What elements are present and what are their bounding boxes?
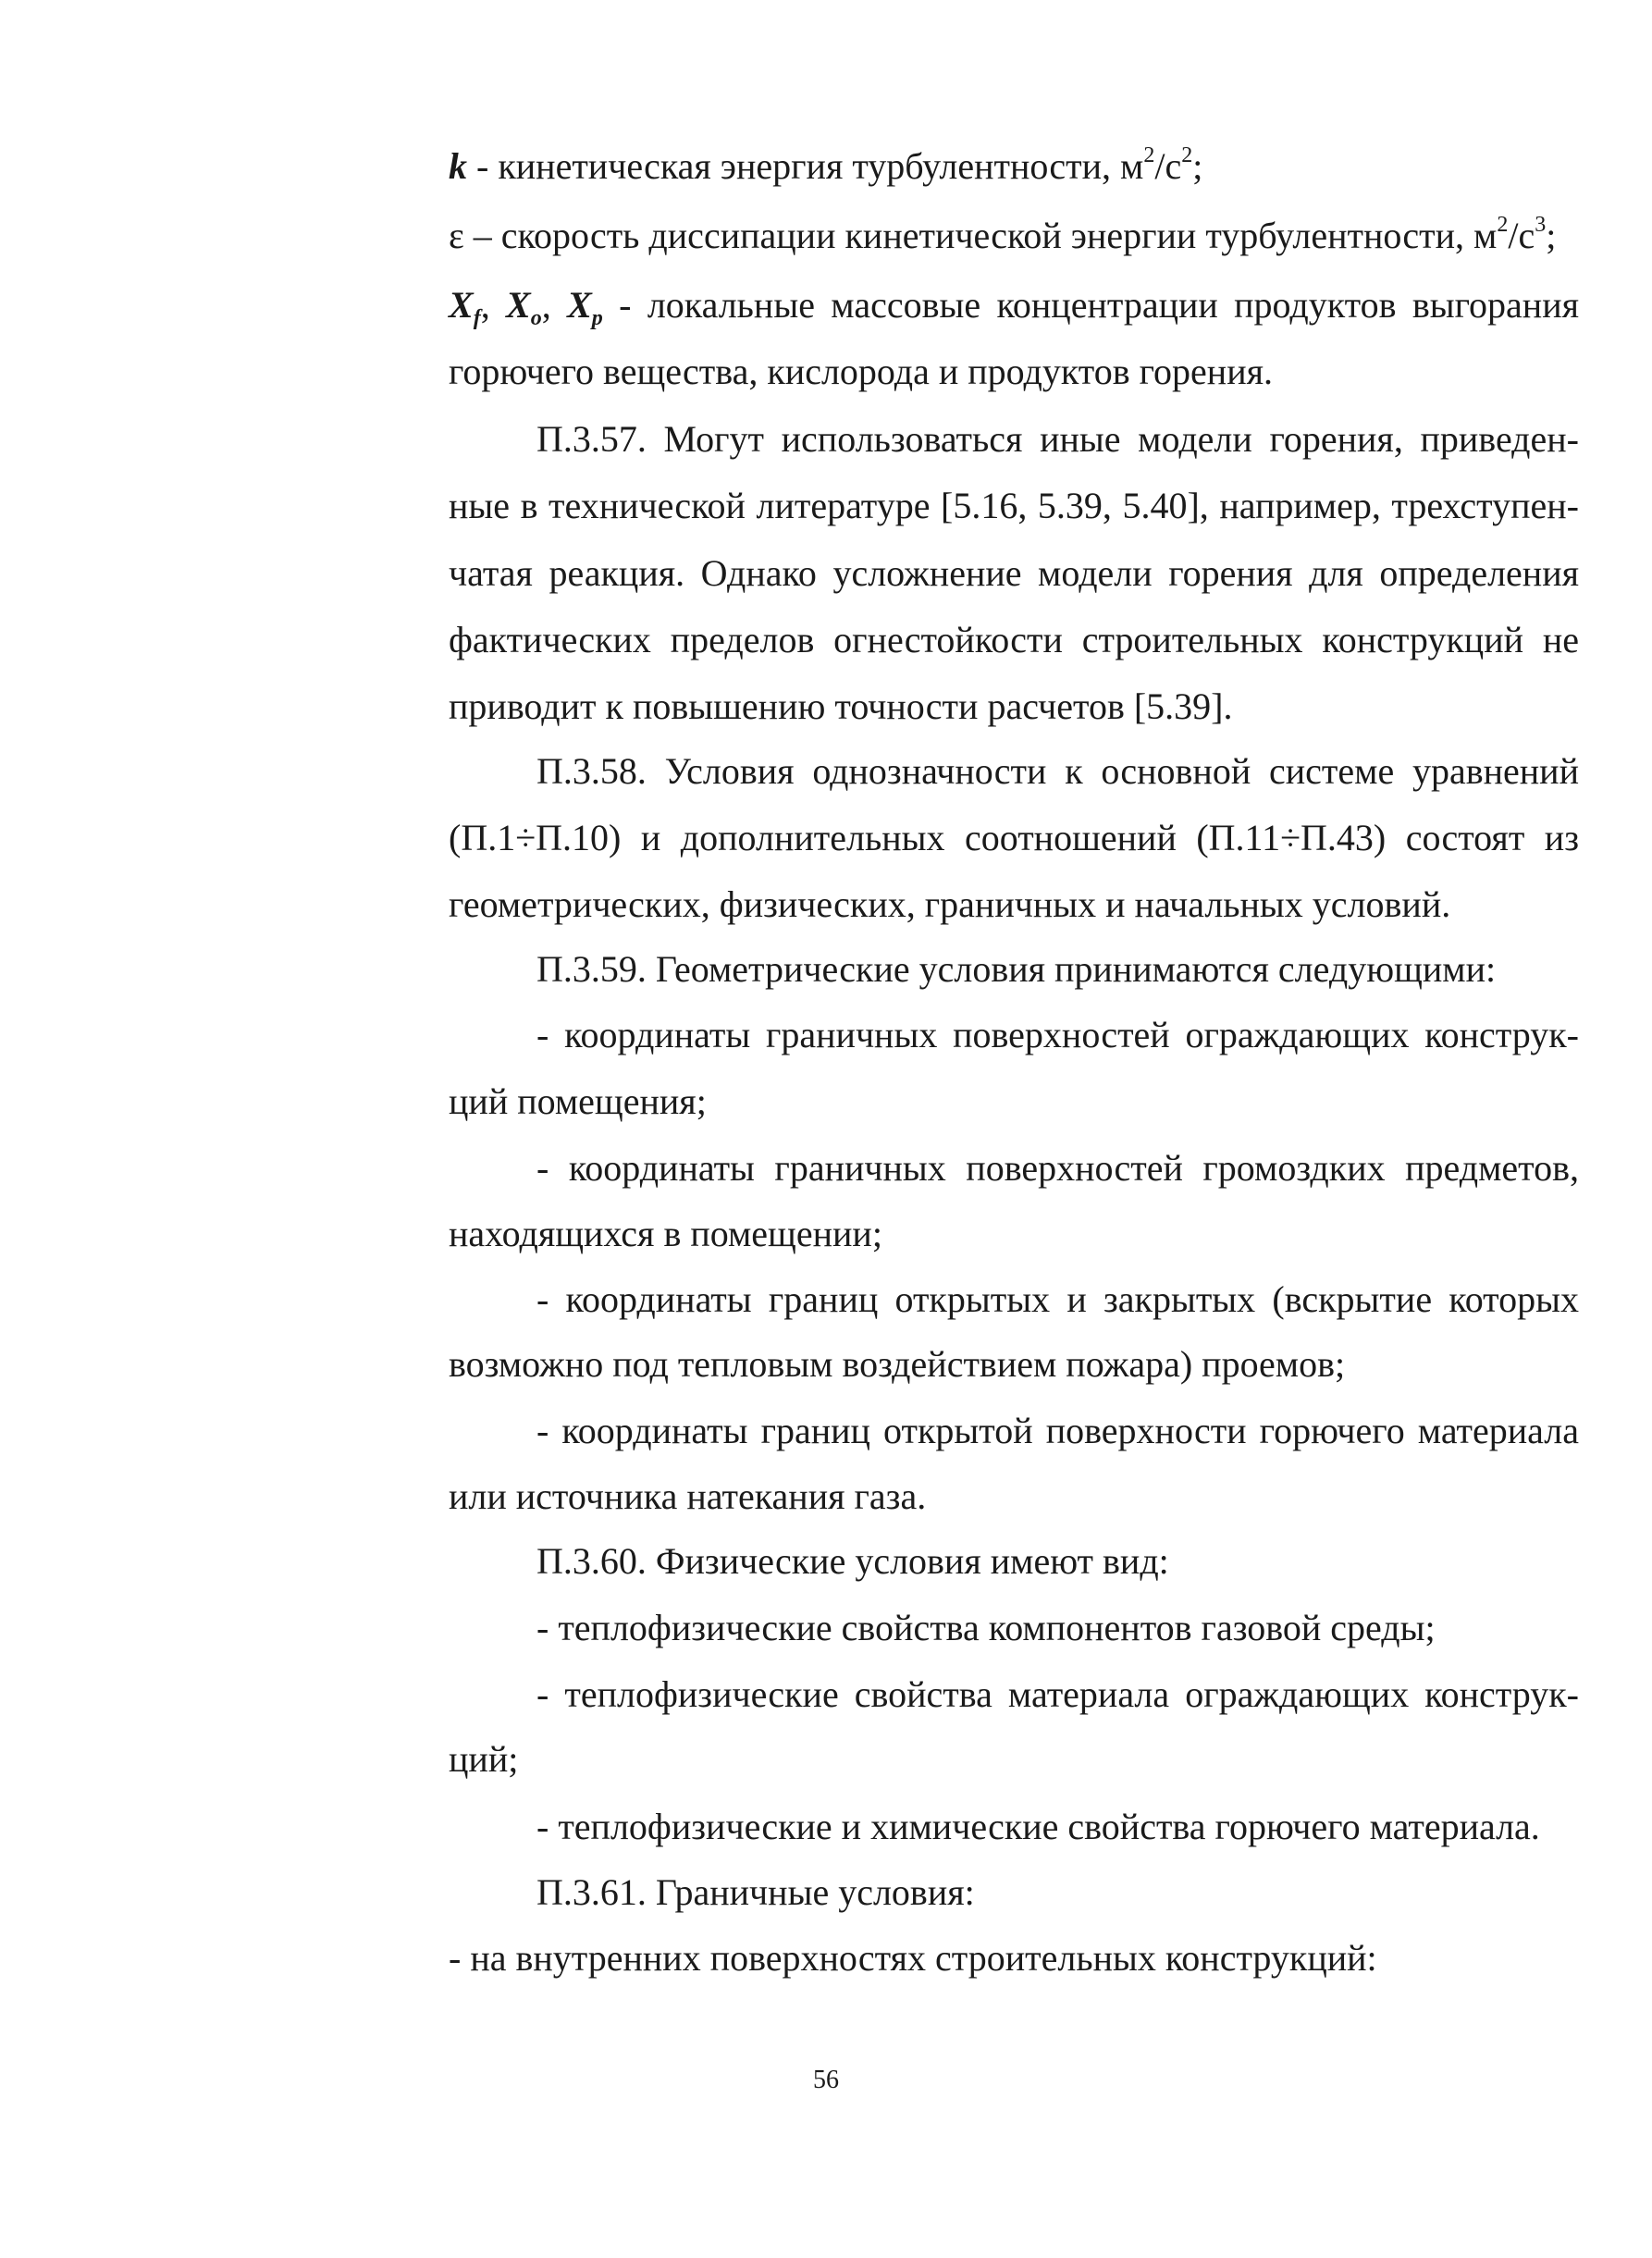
list-item-line: - теплофизические и химические свойства горючего материала. — [536, 1806, 1540, 1847]
paragraph-p57-line: П.3.57. Могут использоваться иные модели горения, приведен- — [536, 418, 1579, 460]
unit-denominator: /с — [1508, 215, 1535, 256]
paragraph-p57-line: приводит к повышению точности расчетов [5.39]. — [449, 685, 1233, 727]
paragraph-p60-heading: П.3.60. Физические условия имеют вид: — [536, 1540, 1169, 1582]
unit-exponent: 2 — [1143, 143, 1155, 167]
paragraph-p57-line: чатая реакция. Однако усложнение модели горения для определения — [449, 552, 1579, 594]
separator: , — [480, 284, 507, 326]
list-item-line: ций помещения; — [449, 1080, 707, 1122]
list-item-line: или источника натекания газа. — [449, 1475, 927, 1517]
symbol-x: X — [506, 284, 531, 326]
list-item-line: ций; — [449, 1738, 519, 1780]
definition-x — [449, 281, 1579, 329]
paragraph-p57-line: ные в технической литературе [5.16, 5.39, 5.40], например, трехступен- — [449, 485, 1579, 526]
page-number: 56 — [813, 2066, 839, 2094]
definition-k — [449, 142, 1202, 191]
paragraph-p58-line: геометрических, физических, граничных и начальных условий. — [449, 883, 1451, 925]
symbol-x: X — [567, 284, 592, 326]
list-item-line: - координаты границ открытой поверхности горючего материала — [536, 1410, 1579, 1451]
list-item-line: - координаты граничных поверхностей громоздких предметов, — [536, 1147, 1579, 1189]
list-item-line: - на внутренних поверхностях строительных конструкций: — [449, 1937, 1377, 1979]
separator: , — [541, 284, 568, 326]
symbol-x: X — [449, 284, 474, 326]
symbol-subscript: f — [473, 306, 481, 330]
unit-exponent: 3 — [1535, 213, 1547, 237]
punctuation: ; — [1192, 145, 1203, 187]
definition-k-text: - кинетическая энергия турбулентности, м — [467, 145, 1144, 187]
symbol-epsilon: ε — [449, 215, 464, 256]
unit-denominator: /с — [1154, 145, 1182, 187]
list-item-line: возможно под тепловым воздействием пожара) проемов; — [449, 1343, 1346, 1385]
unit-exponent: 2 — [1497, 213, 1509, 237]
list-item-line: - теплофизические свойства материала ограждающих конструк- — [536, 1673, 1579, 1715]
definition-x-continuation: горючего вещества, кислорода и продуктов горения. — [449, 351, 1273, 392]
paragraph-p58-line: (П.1÷П.10) и дополнительных соотношений (П.11÷П.43) состоят из — [449, 817, 1579, 858]
symbol-k: k — [449, 145, 467, 187]
list-item-line: находящихся в помещении; — [449, 1213, 882, 1254]
definition-epsilon — [449, 212, 1556, 260]
unit-exponent: 2 — [1181, 143, 1193, 167]
symbol-subscript: o — [530, 306, 542, 330]
definition-epsilon-text: – скорость диссипации кинетической энергии турбулентности, м — [463, 215, 1498, 256]
list-item-line: - теплофизические свойства компонентов газовой среды; — [536, 1607, 1436, 1648]
paragraph-p58-line: П.3.58. Условия однозначности к основной системе уравнений — [536, 750, 1579, 792]
definition-x-text: - локальные массовые концентрации продуктов выгорания — [602, 284, 1579, 326]
symbol-subscript: p — [591, 306, 603, 330]
paragraph-p57-line: фактических пределов огнестойкости строительных конструкций не — [449, 619, 1579, 660]
list-item-line: - координаты граничных поверхностей ограждающих конструк- — [536, 1014, 1579, 1055]
list-item-line: - координаты границ открытых и закрытых (вскрытие которых — [536, 1278, 1579, 1320]
paragraph-p59-heading: П.3.59. Геометрические условия принимаются следующими: — [536, 948, 1497, 990]
punctuation: ; — [1546, 215, 1557, 256]
paragraph-p61-heading: П.3.61. Граничные условия: — [536, 1871, 975, 1913]
